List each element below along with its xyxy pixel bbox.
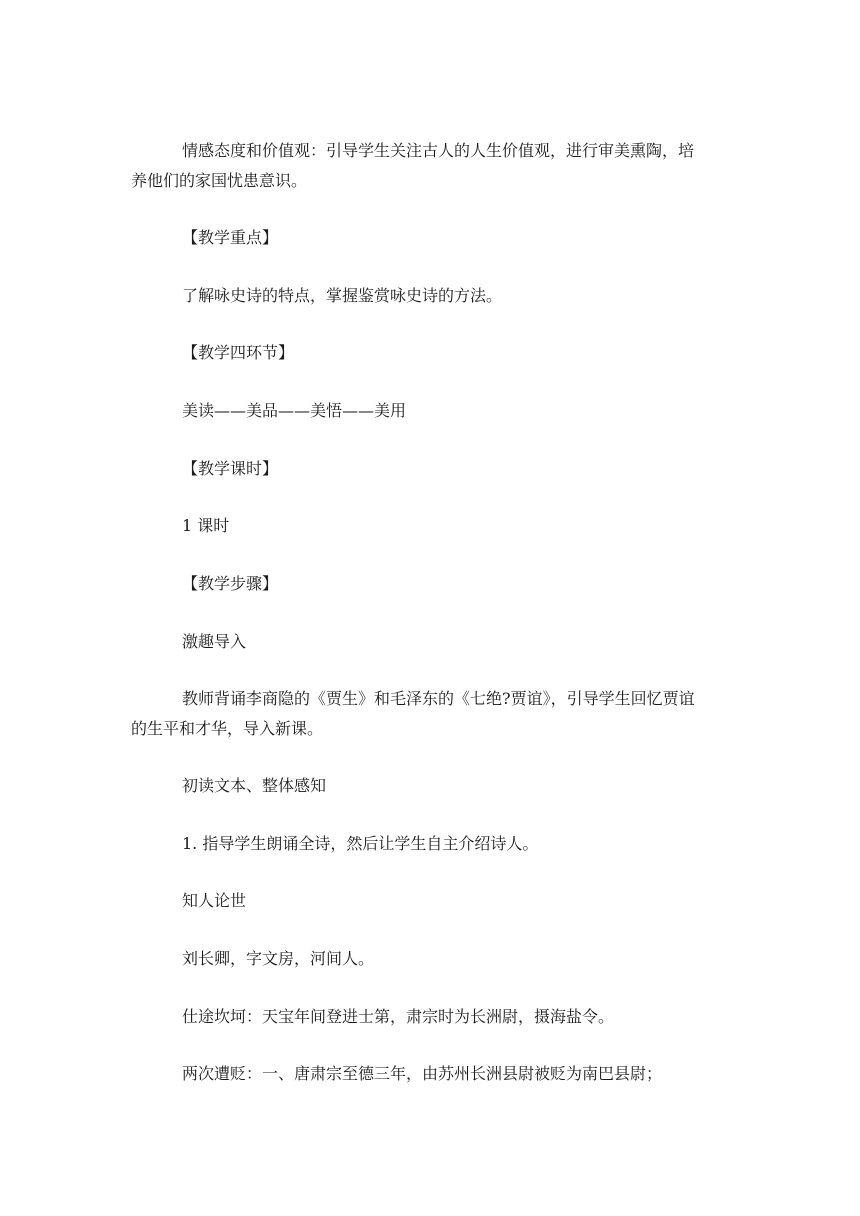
heading-key-points (131, 223, 731, 253)
paragraph-poet-intro (131, 944, 731, 974)
paragraph-first-reading (131, 771, 731, 801)
heading-class-hours (131, 454, 731, 484)
text-line: 仕途坎坷：天宝年间登进士第，肃宗时为长洲尉，摄海盐令。 (182, 1007, 615, 1026)
text-line: 的生平和才华，导入新课。 (131, 719, 324, 738)
paragraph-class-hours (131, 511, 731, 541)
text-line: 【教学步骤】 (182, 574, 279, 593)
text-line: 1. 指导学生朗诵全诗，然后让学生自主介绍诗人。 (182, 834, 539, 853)
text-line: 两次遭贬：一、唐肃宗至德三年，由苏州长洲县尉被贬为南巴县尉； (182, 1064, 663, 1083)
text-line: 【教学四环节】 (182, 343, 295, 362)
text-line: 激趣导入 (182, 632, 247, 651)
paragraph-know-person (131, 886, 731, 916)
text-line: 刘长卿，字文房，河间人。 (182, 949, 375, 968)
heading-four-stages (131, 338, 731, 368)
paragraph-teacher-recite (131, 684, 731, 744)
paragraph-intro (131, 627, 731, 657)
paragraph-guide-reading (131, 829, 731, 859)
heading-steps (131, 569, 731, 599)
text-line: 教师背诵李商隐的《贾生》和毛泽东的《七绝?贾谊》，引导学生回忆贾谊 (182, 689, 695, 708)
text-line: 【教学课时】 (182, 459, 279, 478)
text-line: 情感态度和价值观：引导学生关注古人的人生价值观，进行审美熏陶，培 (182, 141, 695, 160)
text-line: 了解咏史诗的特点，掌握鉴赏咏史诗的方法。 (182, 286, 503, 305)
text-line: 养他们的家国忧患意识。 (131, 171, 308, 190)
text-line: 初读文本、整体感知 (182, 776, 327, 795)
paragraph-demotion (131, 1059, 731, 1089)
text-line: 知人论世 (182, 891, 247, 910)
text-line: 美读——美品——美悟——美用 (182, 401, 407, 420)
text-line: 【教学重点】 (182, 228, 279, 247)
text-line: 1 课时 (182, 516, 230, 535)
paragraph-four-stages (131, 396, 731, 426)
paragraph-career (131, 1002, 731, 1032)
paragraph-key-points (131, 281, 731, 311)
paragraph-emotion-values (131, 136, 731, 196)
